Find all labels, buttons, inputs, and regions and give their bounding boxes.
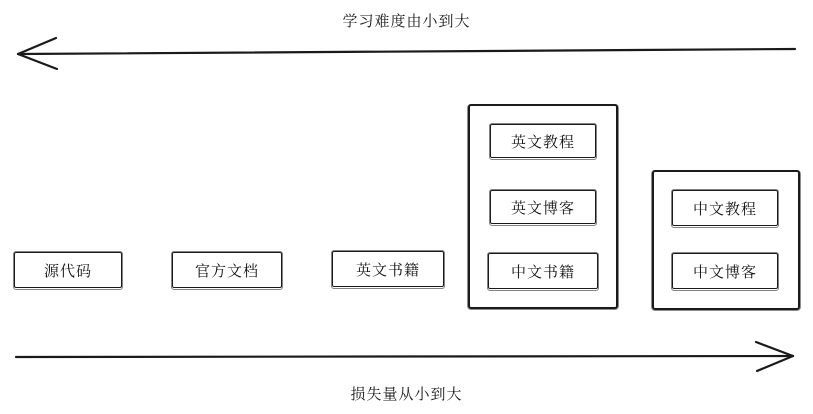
node-chinese-blogs[interactable] — [672, 253, 778, 289]
node-english-books[interactable] — [332, 251, 444, 287]
node-label: 源代码 — [43, 261, 92, 280]
node-label: 中文教程 — [692, 199, 757, 218]
top-axis-label: 学习难度由小到大 — [342, 12, 471, 30]
node-english-tutorials[interactable] — [490, 124, 596, 158]
right-pointing-arrow — [16, 342, 793, 371]
left-pointing-arrow — [18, 38, 795, 69]
node-english-blogs[interactable] — [490, 190, 596, 224]
node-chinese-tutorials[interactable] — [672, 190, 778, 226]
node-label: 英文书籍 — [355, 260, 420, 279]
node-official-docs[interactable] — [172, 252, 282, 288]
node-label: 官方文档 — [194, 261, 259, 280]
bottom-axis-label: 损失量从小到大 — [350, 385, 463, 403]
node-label: 英文教程 — [510, 132, 575, 151]
node-label: 中文博客 — [692, 262, 757, 281]
node-chinese-books[interactable] — [488, 253, 598, 289]
node-source-code[interactable] — [14, 252, 122, 288]
node-label: 中文书籍 — [510, 262, 575, 281]
node-label: 英文博客 — [510, 198, 575, 217]
